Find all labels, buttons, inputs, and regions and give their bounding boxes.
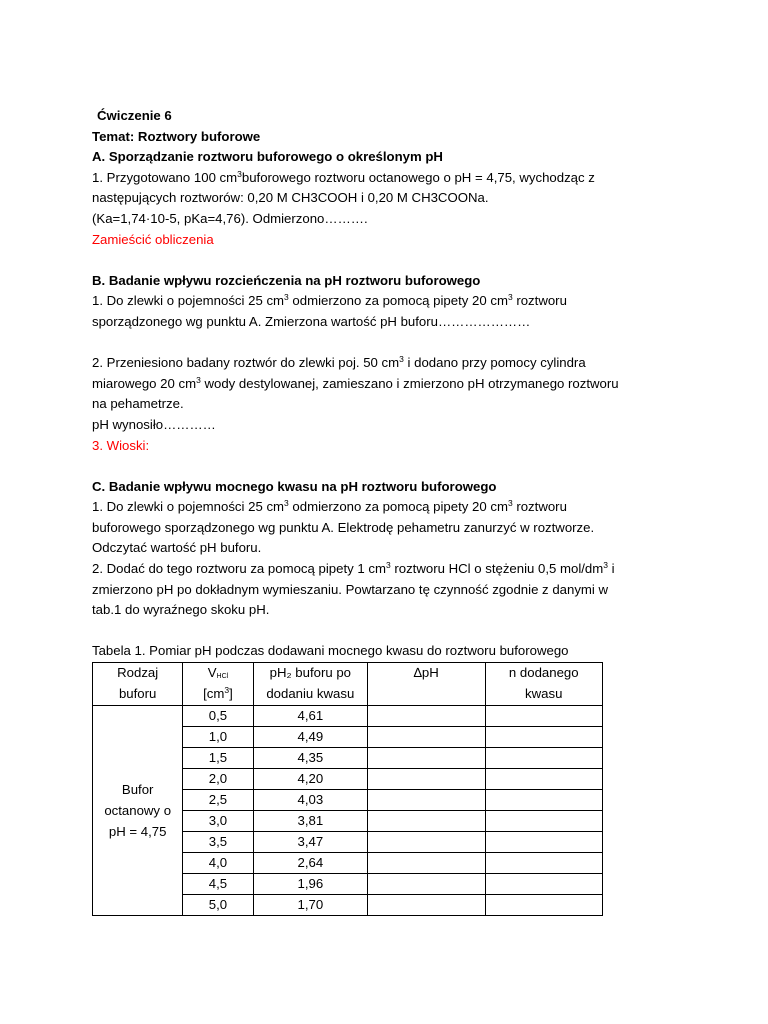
table-row [93,706,603,727]
section-a-paragraph-line: 1. Przygotowano 100 $cm^3buforowego$ roztworu octanowego o pH = 4,75, wychodząc z [92,168,595,185]
results-table [92,662,603,916]
ph-cell: 4,03 [253,790,367,811]
volume-cell: 3,0 [183,811,253,832]
moles-acid-cell [485,811,603,832]
section-b-paragraph-line: sporządzonego wg punktu A. Zmierzona wartość pH buforu………………… [92,313,531,329]
buffer-type-cell: Bufor octanowy o pH = 4,75 [93,706,183,916]
delta-ph-cell [368,874,485,895]
moles-acid-cell [485,853,603,874]
volume-cell: 1,0 [183,727,253,748]
volume-cell: 4,0 [183,853,253,874]
ph-cell: 4,61 [253,706,367,727]
section-b-heading: B. Badanie wpływu rozcieńczenia na pH roztworu buforowego [92,272,481,288]
calculations-note: Zamieścić obliczenia [92,231,214,247]
ph-cell: 1,70 [253,895,367,916]
section-c-paragraph-line: buforowego sporządzonego wg punktu A. Elektrodę pehametru zanurzyć w roztworze. [92,519,595,535]
delta-ph-cell [368,790,485,811]
section-a-paragraph-line: następujących roztworów: 0,20 M CH3COOH i 0,20 M CH3COONa. [92,190,489,206]
moles-acid-cell [485,727,603,748]
ph-cell: 1,96 [253,874,367,895]
delta-ph-cell [368,895,485,916]
section-c-paragraph-line: 2. Dodać do tego roztworu za pomocą pipety 1 $cm^3$ roztworu HCl o stężeniu 0,5 mol/$dm^3$ i [92,560,615,577]
ph-cell: 2,64 [253,853,367,874]
conclusions-label: 3. Wioski: [92,437,150,453]
exercise-title: Ćwiczenie 6 [97,108,172,123]
topic-title: Temat: Roztwory buforowe [92,128,261,144]
delta-ph-cell [368,832,485,853]
section-c-paragraph-line: 1. Do zlewki o pojemności 25 $cm^3$ odmierzono za pomocą pipety 20 $cm^3$ roztworu [92,498,567,515]
delta-ph-cell [368,769,485,790]
ph-cell: 3,47 [253,832,367,853]
volume-cell: 1,5 [183,748,253,769]
volume-cell: 4,5 [183,874,253,895]
section-c-paragraph-line: zmierzono pH po dokładnym wymieszaniu. Powtarzano tę czynność zgodnie z danymi w [92,581,609,597]
moles-acid-cell [485,748,603,769]
document-page [92,106,692,916]
delta-ph-cell [368,706,485,727]
section-b-paragraph-line: pH wynosiło………… [92,416,216,432]
section-b-paragraph-line: 2. Przeniesiono badany roztwór do zlewki poj. 50 $cm^3$ i dodano przy pomocy cylindra [92,354,586,371]
header-volume-hcl: $V_{HCl}$ $[cm^3]$ [183,663,253,706]
ph-cell: 3,81 [253,811,367,832]
header-delta-ph: ∆pH [368,663,485,706]
volume-cell: 3,5 [183,832,253,853]
table-caption: Tabela 1. Pomiar pH podczas dodawani mocnego kwasu do roztworu buforowego [92,643,569,659]
ph-cell: 4,20 [253,769,367,790]
table-header-row [93,663,603,706]
moles-acid-cell [485,874,603,895]
moles-acid-cell [485,832,603,853]
section-a-heading: A. Sporządzanie roztworu buforowego o określonym pH [92,149,443,165]
delta-ph-cell [368,853,485,874]
ph-cell: 4,35 [253,748,367,769]
volume-cell: 2,5 [183,790,253,811]
ph-cell: 4,49 [253,727,367,748]
section-c-paragraph-line: Odczytać wartość pH buforu. [92,540,262,556]
moles-acid-cell [485,706,603,727]
volume-cell: 0,5 [183,706,253,727]
delta-ph-cell [368,727,485,748]
delta-ph-cell [368,748,485,769]
moles-acid-cell [485,895,603,916]
moles-acid-cell [485,769,603,790]
section-b-paragraph-line: na pehametrze. [92,396,184,412]
header-ph-after-acid: pH₂ buforu po dodaniu kwasu [253,663,367,706]
section-c-heading: C. Badanie wpływu mocnego kwasu na pH roztworu buforowego [92,478,497,494]
section-b-paragraph-line: miarowego 20 $cm^3$ wody destylowanej, zamieszano i zmierzono pH otrzymanego roztworu [92,374,619,391]
volume-cell: 5,0 [183,895,253,916]
section-a-paragraph-line: (Ka=1,74·10-5, pKa=4,76). Odmierzono………. [92,210,368,226]
moles-acid-cell [485,790,603,811]
delta-ph-cell [368,811,485,832]
volume-cell: 2,0 [183,769,253,790]
header-moles-acid: n dodanego kwasu [485,663,603,706]
header-buffer-type: Rodzaj buforu [93,663,183,706]
section-b-paragraph-line: 1. Do zlewki o pojemności 25 $cm^3$ odmierzono za pomocą pipety 20 $cm^3$ roztworu [92,292,567,309]
section-c-paragraph-line: tab.1 do wyraźnego skoku pH. [92,602,270,618]
